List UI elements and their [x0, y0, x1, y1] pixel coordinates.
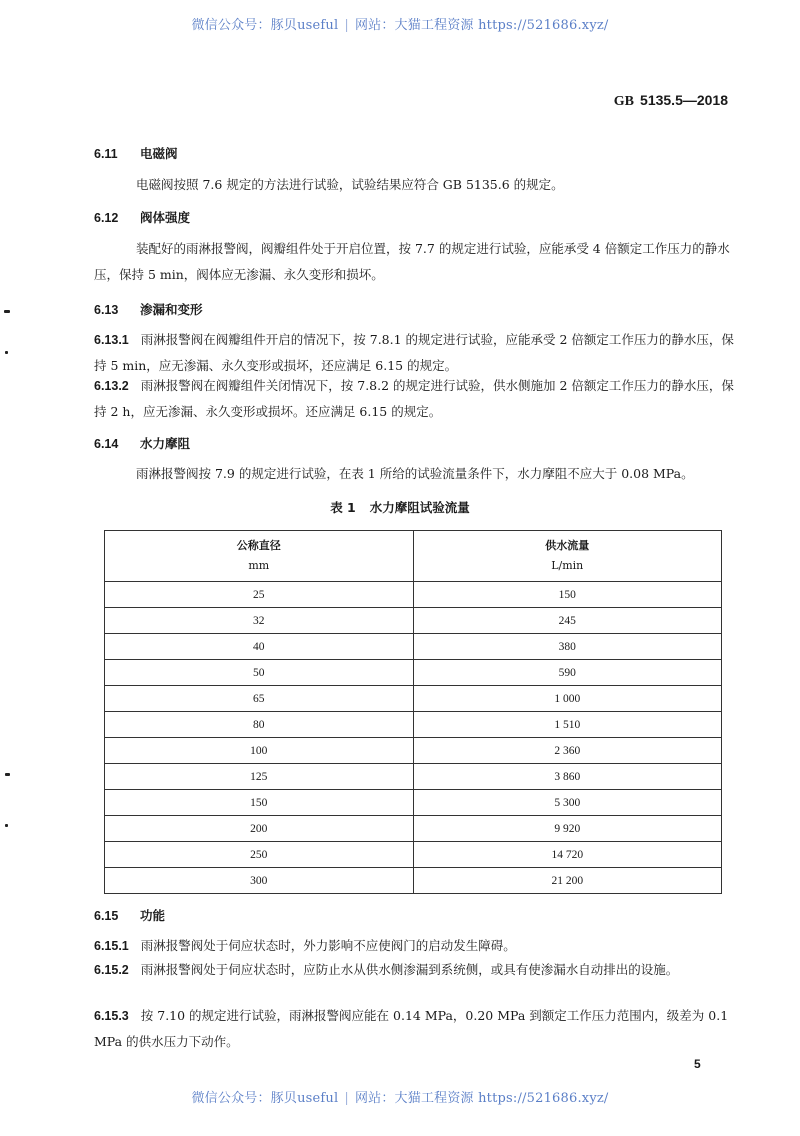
watermark-wechat: 微信公众号：豚贝useful: [191, 1091, 339, 1106]
section-heading-6-11: [94, 144, 178, 162]
clause-text: 雨淋报警阀处于伺应状态时，外力影响不应使阀门的启动发生障碍。: [140, 938, 516, 953]
cell-flow: 245: [413, 608, 722, 634]
header-unit: mm: [248, 559, 270, 572]
clause-number: 6.15.3: [94, 1009, 129, 1023]
cell-diameter: 40: [105, 634, 414, 660]
section-title: 功能: [140, 908, 166, 923]
clause-text: 雨淋报警阀处于伺应状态时，应防止水从供水侧渗漏到系统侧，或具有使渗漏水自动排出的设施。: [140, 962, 679, 977]
clause-text: 雨淋报警阀在阀瓣组件关闭情况下，按 7.8.2 的规定进行试验，供水侧施加 2 倍额定工作压力的静水压，保持 2 h，应无渗漏、永久变形或损坏。还应满足 6.15 的规定。: [94, 378, 734, 419]
watermark-separator: |: [344, 1091, 349, 1106]
cell-diameter: 50: [105, 660, 414, 686]
watermark-wechat: 微信公众号：豚贝useful: [191, 18, 339, 33]
section-title: 阀体强度: [140, 210, 191, 225]
cell-flow: 1 000: [413, 686, 722, 712]
cell-flow: 3 860: [413, 764, 722, 790]
table-row: [105, 634, 722, 660]
section-number: 6.11: [94, 147, 118, 161]
table-row: [105, 790, 722, 816]
cell-diameter: 150: [105, 790, 414, 816]
section-body-6-14: 雨淋报警阀按 7.9 的规定进行试验，在表 1 所给的试验流量条件下，水力摩阻不应大于 0.08 MPa。: [136, 466, 694, 481]
watermark-site-link[interactable]: 网站：大猫工程资源 https://521686.xyz/: [354, 18, 609, 33]
table-row: [105, 712, 722, 738]
table-row: [105, 764, 722, 790]
cell-flow: 14 720: [413, 842, 722, 868]
section-title: 水力摩阻: [140, 436, 191, 451]
cell-diameter: 100: [105, 738, 414, 764]
table-row: [105, 686, 722, 712]
table-row: [105, 868, 722, 894]
flow-rate-table: [104, 530, 722, 894]
section-heading-6-12: [94, 208, 190, 226]
header-label: 供水流量: [545, 539, 590, 552]
section-number: 6.13: [94, 303, 119, 317]
clause-number: 6.15.2: [94, 963, 129, 977]
cell-diameter: 250: [105, 842, 414, 868]
cell-diameter: 200: [105, 816, 414, 842]
cell-diameter: 32: [105, 608, 414, 634]
cell-flow: 2 360: [413, 738, 722, 764]
cell-flow: 21 200: [413, 868, 722, 894]
clause-6-15-2: [94, 957, 734, 983]
table-row: [105, 582, 722, 608]
section-body-6-12: 装配好的雨淋报警阀，阀瓣组件处于开启位置，按 7.7 的规定进行试验，应能承受 4 倍额定工作压力的静水压，保持 5 min，阀体应无渗漏、永久变形和损坏。: [94, 241, 730, 282]
cell-flow: 590: [413, 660, 722, 686]
clause-number: 6.15.1: [94, 939, 129, 953]
cell-diameter: 65: [105, 686, 414, 712]
section-number: 6.12: [94, 211, 119, 225]
table-label: 表 1: [330, 500, 356, 515]
section-heading-6-15: [94, 906, 165, 924]
section-number: 6.15: [94, 909, 119, 923]
watermark-separator: |: [344, 18, 349, 33]
cell-diameter: 25: [105, 582, 414, 608]
cell-flow: 9 920: [413, 816, 722, 842]
table-header-row: [105, 531, 722, 582]
cell-diameter: 125: [105, 764, 414, 790]
clause-6-13-1: [94, 327, 734, 379]
scan-mark: [5, 824, 8, 827]
cell-diameter: 80: [105, 712, 414, 738]
header-supply-flow: [413, 531, 722, 582]
cell-flow: 5 300: [413, 790, 722, 816]
clause-6-15-3: [94, 1003, 734, 1055]
table-title: 水力摩阻试验流量: [369, 500, 470, 515]
clause-6-15-1: [94, 933, 734, 959]
table-row: [105, 738, 722, 764]
scan-mark: [5, 351, 8, 354]
cell-flow: 1 510: [413, 712, 722, 738]
header-nominal-diameter: [105, 531, 414, 582]
clause-text: 雨淋报警阀在阀瓣组件开启的情况下，按 7.8.1 的规定进行试验，应能承受 2 倍额定工作压力的静水压，保持 5 min，应无渗漏、永久变形或损坏，还应满足 6.15 的规定。: [94, 332, 734, 373]
section-heading-6-14: [94, 434, 190, 452]
clause-text: 按 7.10 的规定进行试验，雨淋报警阀应能在 0.14 MPa，0.20 MPa 到额定工作压力范围内，级差为 0.1 MPa 的供水压力下动作。: [94, 1008, 729, 1049]
watermark-bottom: [0, 1087, 800, 1106]
section-title: 电磁阀: [140, 146, 178, 161]
gb-prefix: GB: [613, 94, 635, 109]
section-title: 渗漏和变形: [140, 302, 203, 317]
cell-diameter: 300: [105, 868, 414, 894]
cell-flow: 150: [413, 582, 722, 608]
section-body-6-11: 电磁阀按照 7.6 规定的方法进行试验，试验结果应符合 GB 5135.6 的规定。: [136, 177, 564, 192]
section-heading-6-13: [94, 300, 203, 318]
cell-flow: 380: [413, 634, 722, 660]
watermark-site-link[interactable]: 网站：大猫工程资源 https://521686.xyz/: [354, 1091, 609, 1106]
page-number: 5: [694, 1057, 701, 1071]
header-label: 公称直径: [236, 539, 281, 552]
table-row: [105, 660, 722, 686]
scan-mark: [4, 310, 10, 313]
clause-6-13-2: [94, 373, 734, 425]
scan-mark: [5, 773, 10, 776]
section-number: 6.14: [94, 437, 119, 451]
table-row: [105, 842, 722, 868]
table-row: [105, 608, 722, 634]
table-caption: [0, 498, 800, 516]
watermark-top: [0, 14, 800, 33]
clause-number: 6.13.1: [94, 333, 129, 347]
standard-code: [614, 92, 728, 110]
header-unit: L/min: [551, 559, 584, 572]
clause-number: 6.13.2: [94, 379, 129, 393]
standard-number: 5135.5—2018: [640, 92, 728, 108]
table-row: [105, 816, 722, 842]
